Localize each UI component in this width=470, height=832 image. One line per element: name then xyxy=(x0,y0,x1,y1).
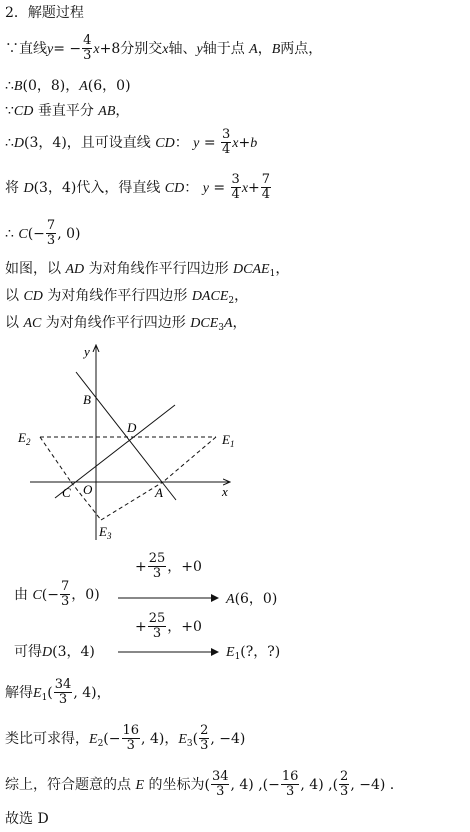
result-e2-e3: 类比可求得，$E_2(-$ $\frac{16}{3}$ , 4)，$E_3$( $\frac{2}{3}$ , −4) xyxy=(5,723,246,754)
conclusion-line: 综上，符合题意的点 E 的坐标为( $\frac{34}{3}$ , 4) ,(− $\frac{16}{3}$ , 4) ,( $\frac{2}{3}$ , −4) . xyxy=(5,769,395,800)
dashed-e2-c xyxy=(40,437,71,482)
fraction: $\frac{25}{3}$ xyxy=(148,611,166,642)
line-ab xyxy=(76,372,176,500)
arrow-1 xyxy=(118,592,222,604)
fraction: $\frac{3}{4}$ xyxy=(222,127,231,158)
dashed-e3-a xyxy=(101,482,163,520)
translation-label-1: + $\frac{25}{3}$ ，+0 xyxy=(135,551,202,582)
fraction: $\frac{25}{3}$ xyxy=(148,551,166,582)
label-x: x xyxy=(222,484,228,499)
map-target-2: $E_1$(?，?) xyxy=(226,644,281,662)
fraction: $\frac{7}{4}$ xyxy=(261,172,271,203)
fraction: $\frac{3}{4}$ xyxy=(231,172,240,203)
line-points-ab: ∴B(0，8)，A(6，0) xyxy=(5,78,131,94)
line-parallelogram-3: 以 AC 为对角线作平行四边形 $DCE_3A$， xyxy=(5,315,247,333)
map-source-1: 由 C(− $\frac{7}{3}$ ，0) xyxy=(14,579,100,610)
fraction: $\frac{7}{3}$ xyxy=(61,579,70,610)
label-a: A xyxy=(155,485,163,500)
label-o: O xyxy=(83,482,93,497)
label-e1: $E_1$ xyxy=(222,432,235,449)
label-e2: $E_2$ xyxy=(18,430,31,447)
translation-label-2: + $\frac{25}{3}$ ，+0 xyxy=(135,611,202,642)
final-answer: 故选 D xyxy=(5,811,49,827)
fraction: $\frac{2}{3}$ xyxy=(200,723,209,754)
map-target-1: A(6，0) xyxy=(226,591,278,607)
fraction: $\frac{34}{3}$ xyxy=(54,677,72,708)
label-c: C xyxy=(62,485,71,500)
label-b: B xyxy=(83,392,91,407)
line-given-equation: ∵直线y= − $\frac{4}{3}$ x+8分别交x轴、y轴于点 A，B两点， xyxy=(5,33,323,64)
fraction: $\frac{7}{3}$ xyxy=(46,218,56,249)
fraction: $\frac{16}{3}$ xyxy=(122,723,140,754)
label-y: y xyxy=(84,344,90,359)
line-substitute-d: 将 D(3，4)代入，得直线 CD： y = $\frac{3}{4}$ x+ $\frac{7}{4}$ xyxy=(5,172,271,203)
line-parallelogram-1: 如图，以 AD 为对角线作平行四边形 $DCAE_1$， xyxy=(5,261,290,279)
fraction: $\frac{2}{3}$ xyxy=(340,769,349,800)
label-d: D xyxy=(127,420,137,435)
fraction: $\frac{16}{3}$ xyxy=(281,769,299,800)
line-assume-cd: ∴D(3，4)，且可设直线 CD： y = $\frac{3}{4}$ x+b xyxy=(5,127,258,158)
line-point-c: ∴ C(− $\frac{7}{3}$ , 0) xyxy=(5,218,81,249)
line-parallelogram-2: 以 CD 为对角线作平行四边形 $DACE_2$， xyxy=(5,288,249,306)
map-source-2: 可得D(3，4) xyxy=(14,644,95,660)
fraction: $\frac{4}{3}$ xyxy=(83,33,92,64)
label-e3: $E_3$ xyxy=(99,524,112,541)
arrow-2 xyxy=(118,646,222,658)
map-d-to-e1 xyxy=(0,612,470,668)
result-e1: 解得$E_1$( $\frac{34}{3}$ , 4)， xyxy=(5,677,111,708)
section-heading: 2．解题过程 xyxy=(5,5,84,21)
dashed-e1-a xyxy=(163,437,216,482)
fraction: $\frac{34}{3}$ xyxy=(211,769,229,800)
map-c-to-a xyxy=(0,552,470,614)
coordinate-figure xyxy=(0,335,260,550)
line-perp-bisector: ∵CD 垂直平分 AB， xyxy=(5,103,130,119)
